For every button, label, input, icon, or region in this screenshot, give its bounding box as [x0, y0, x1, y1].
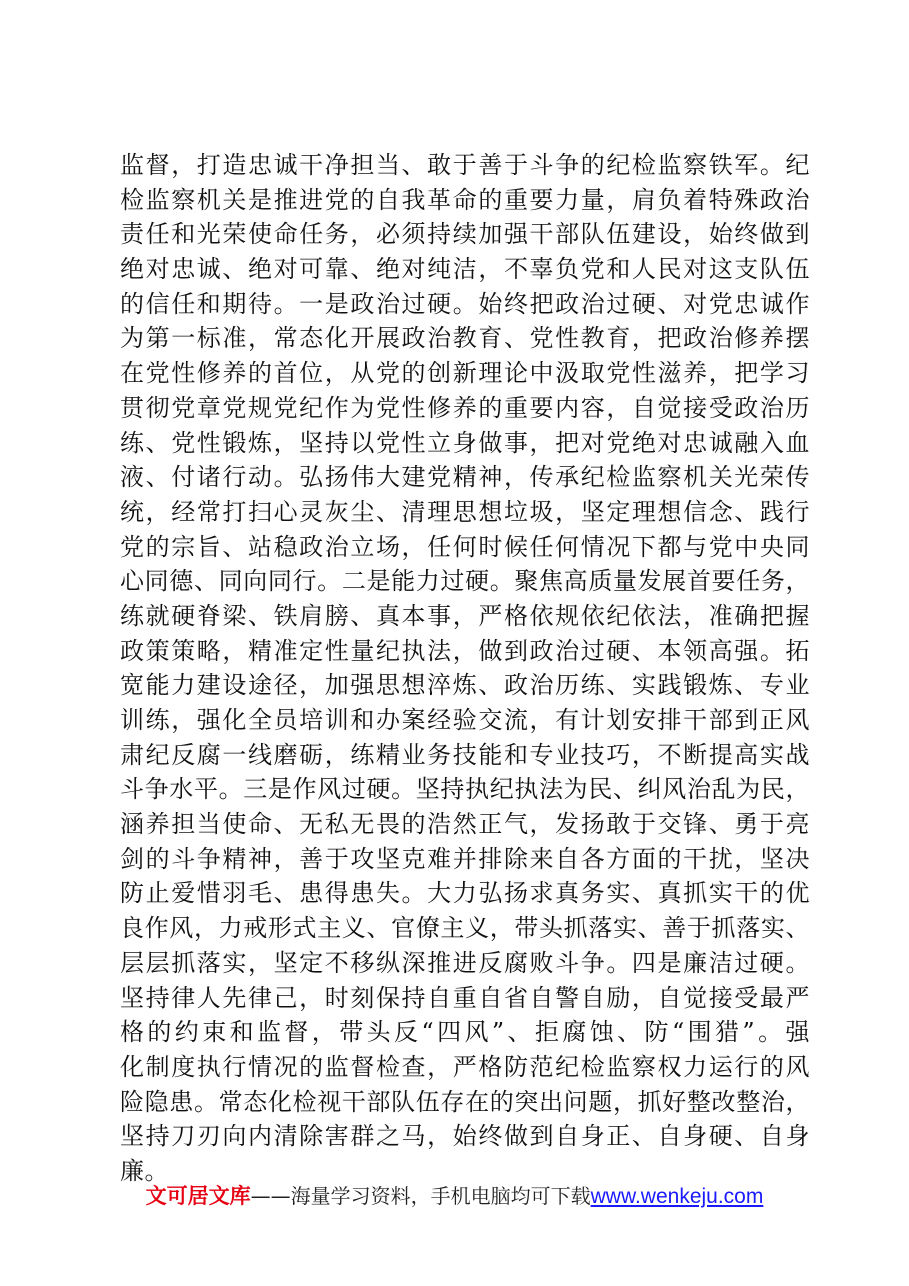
- text-line: 格的约束和监督，带头反“四风”、拒腐蚀、防“围猎”。强: [120, 1018, 810, 1047]
- text-line: 层层抓落实，坚定不移纵深推进反腐败斗争。四是廉洁过硬。: [120, 948, 810, 977]
- text-line: 坚持律人先律己，时刻保持自重自省自警自励，自觉接受最严: [120, 983, 810, 1012]
- text-line: 贯彻党章党规党纪作为党性修养的重要内容，自觉接受政治历: [120, 393, 810, 422]
- text-line: 斗争水平。三是作风过硬。坚持执纪执法为民、纠风治乱为民，: [120, 775, 810, 804]
- text-line: 练就硬脊梁、铁肩膀、真本事，严格依规依纪依法，准确把握: [120, 601, 810, 630]
- text-line: 为第一标准，常态化开展政治教育、党性教育，把政治修养摆: [120, 324, 810, 353]
- text-line: 剑的斗争精神，善于攻坚克难并排除来自各方面的干扰，坚决: [120, 844, 810, 873]
- footer-brand: 文可居文库: [145, 1184, 251, 1208]
- body-text: [120, 148, 810, 1189]
- text-line: 在党性修养的首位，从党的创新理论中汲取党性滋养，把学习: [120, 359, 810, 388]
- text-line: 化制度执行情况的监督检查，严格防范纪检监察权力运行的风: [120, 1052, 810, 1081]
- text-line: 心同德、同向同行。二是能力过硬。聚焦高质量发展首要任务，: [120, 567, 810, 596]
- text-line: 肃纪反腐一线磨砺，练精业务技能和专业技巧，不断提高实战: [120, 740, 810, 769]
- text-line: 监督，打造忠诚干净担当、敢于善于斗争的纪检监察铁军。纪: [120, 151, 810, 179]
- text-line: 涵养担当使命、无私无畏的浩然正气，发扬敢于交锋、勇于亮: [120, 810, 810, 839]
- text-line: 统，经常打扫心灵灰尘、清理思想垃圾，坚定理想信念、践行: [120, 497, 810, 526]
- text-line: 党的宗旨、站稳政治立场，任何时候任何情况下都与党中央同: [120, 532, 810, 561]
- footer-tagline: 海量学习资料，手机电脑均可下载: [290, 1184, 591, 1208]
- text-line: 绝对忠诚、绝对可靠、绝对纯洁，不辜负党和人民对这支队伍: [120, 255, 810, 284]
- text-line: 险隐患。常态化检视干部队伍存在的突出问题，抓好整改整治，: [120, 1087, 810, 1116]
- text-line: 良作风，力戒形式主义、官僚主义，带头抓落实、善于抓落实、: [120, 914, 810, 943]
- footer-website-link[interactable]: www.wenkeju.com: [590, 1185, 764, 1208]
- text-line: 检监察机关是推进党的自我革命的重要力量，肩负着特殊政治: [120, 185, 810, 214]
- text-line: 政策策略，精准定性量纪执法，做到政治过硬、本领高强。拓: [120, 636, 810, 665]
- text-line: 责任和光荣使命任务，必须持续加强干部队伍建设，始终做到: [120, 220, 810, 249]
- text-line: 训练，强化全员培训和办案经验交流，有计划安排干部到正风: [120, 706, 810, 734]
- footer-banner: [0, 1180, 909, 1213]
- text-line: 坚持刀刃向内清除害群之马，始终做到自身正、自身硬、自身: [120, 1122, 810, 1151]
- text-line: 的信任和期待。一是政治过硬。始终把政治过硬、对党忠诚作: [120, 289, 810, 318]
- text-line: 液、付诸行动。弘扬伟大建党精神，传承纪检监察机关光荣传: [120, 463, 810, 492]
- text-line: 练、党性锻炼，坚持以党性立身做事，把对党绝对忠诚融入血: [120, 428, 810, 457]
- footer-dash: ——: [250, 1184, 291, 1208]
- text-line: 宽能力建设途径，加强思想淬炼、政治历练、实践锻炼、专业: [120, 671, 810, 700]
- text-line: 防止爱惜羽毛、患得患失。大力弘扬求真务实、真抓实干的优: [120, 879, 810, 908]
- text-line: 廉。: [120, 1156, 169, 1185]
